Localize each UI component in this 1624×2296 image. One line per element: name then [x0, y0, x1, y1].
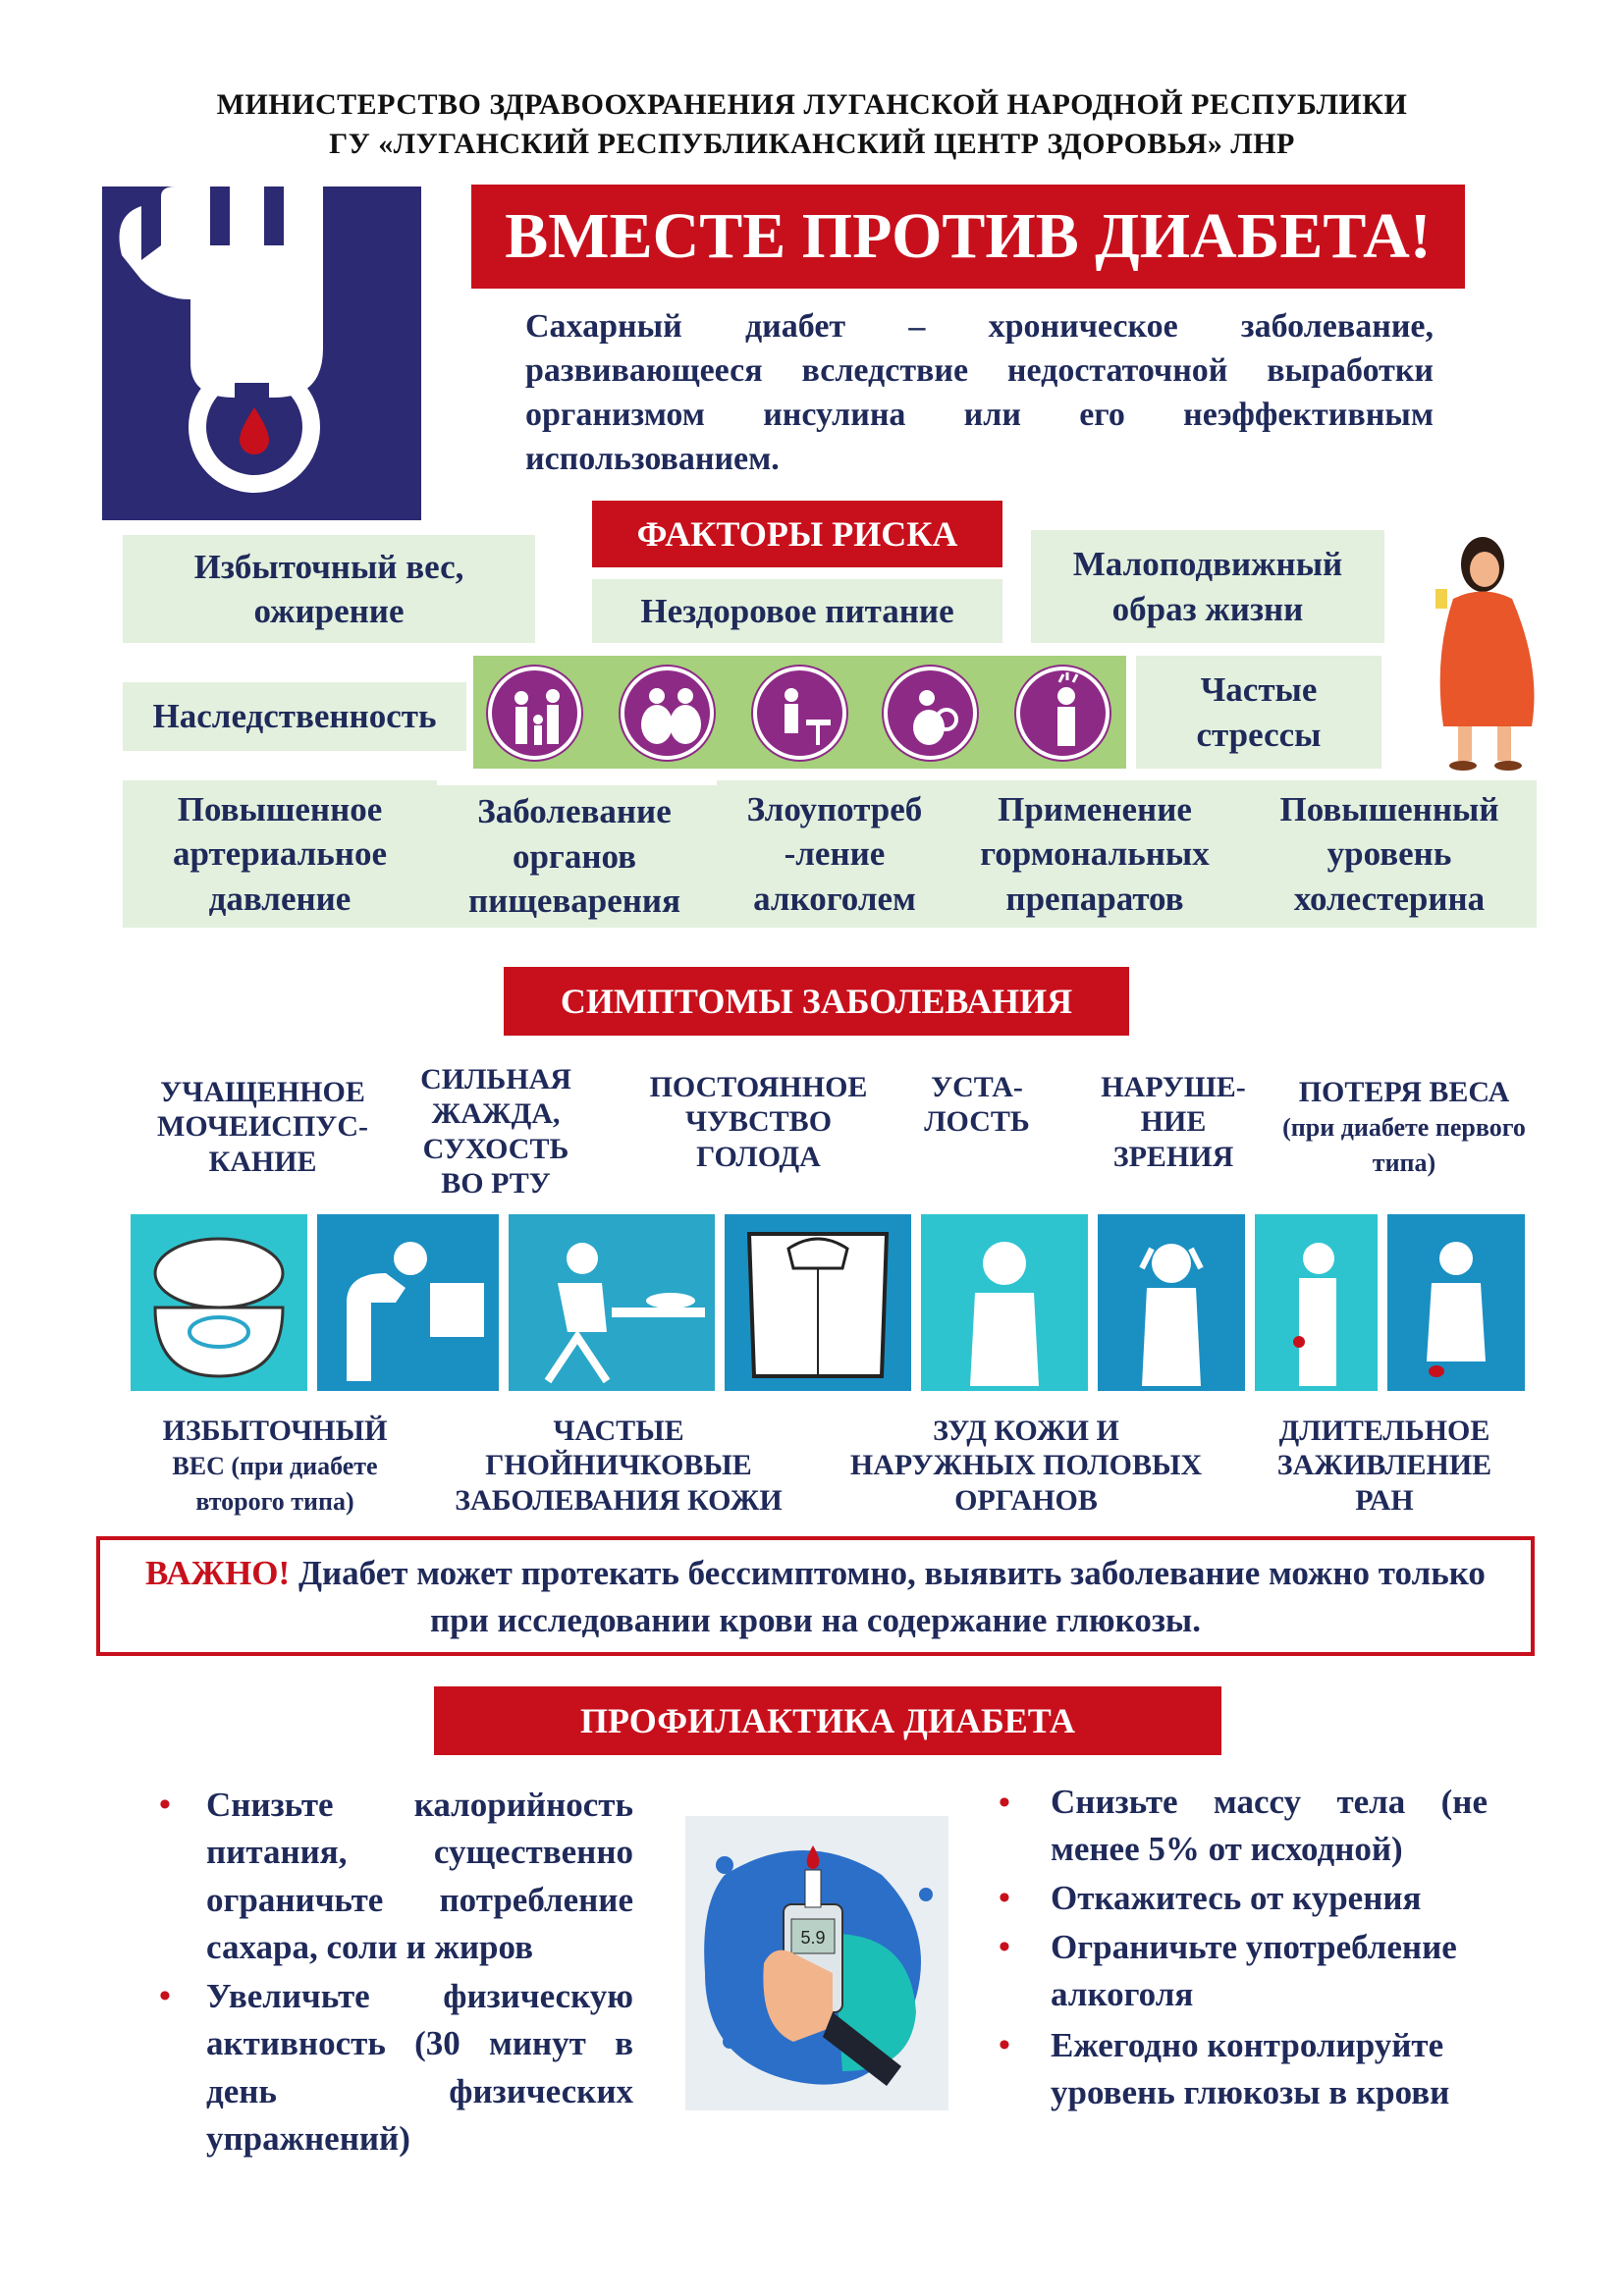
- symptom-urination: УЧАЩЕННОЕ МОЧЕИСПУС-КАНИЕ: [157, 1076, 368, 1178]
- symptom-fatigue: УСТА-ЛОСТЬ: [924, 1071, 1030, 1139]
- risk-alcohol: Злоупотреб -ление алкоголем: [717, 780, 952, 928]
- symptom-weight-loss-note: (при диабете первого типа): [1282, 1113, 1526, 1177]
- alcohol-icon: [884, 667, 977, 760]
- vision-icon: [1098, 1214, 1245, 1391]
- risk-hormones: Применение гормональных препаратов: [947, 780, 1242, 928]
- bullet-icon: •: [159, 1787, 171, 1823]
- risk-digestion: Заболевание органов пищеварения: [432, 785, 717, 928]
- intro-text: Сахарный диабет – хроническое заболевание, развивающееся вследствие недостаточной выработки организмом инсулина или его неэффективным использованием.: [525, 308, 1434, 477]
- important-label: ВАЖНО!: [145, 1554, 291, 1592]
- symptom-overweight: [137, 1414, 412, 1518]
- prevention-right-4: Ежегодно контролируйте уровень глюкозы в крови: [1051, 2026, 1450, 2112]
- prevention-heading: ПРОФИЛАКТИКА ДИАБЕТА: [434, 1686, 1221, 1755]
- symptom-skin: ЧАСТЫЕ ГНОЙНИЧКОВЫЕ ЗАБОЛЕВАНИЯ КОЖИ: [455, 1415, 783, 1517]
- prevention-left-2: Увеличьте физическую активность (30 минут в день физических упражнений): [206, 1977, 633, 2158]
- stress-icon: [1016, 667, 1110, 760]
- symptom-weight-loss: [1276, 1075, 1532, 1179]
- risk-heredity: Наследственность: [123, 682, 466, 751]
- finger-drop-icon: [102, 187, 421, 520]
- diabetes-logo: [102, 187, 421, 520]
- family-icon: [488, 667, 581, 760]
- symptom-healing: ДЛИТЕЛЬНОЕ ЗАЖИВЛЕНИЕ РАН: [1276, 1415, 1492, 1517]
- eating-icon: [753, 667, 846, 760]
- symptom-itch: ЗУД КОЖИ И НАРУЖНЫХ ПОЛОВЫХ ОРГАНОВ: [849, 1415, 1203, 1517]
- symptoms-heading: СИМПТОМЫ ЗАБОЛЕВАНИЯ: [504, 967, 1129, 1036]
- overweight-woman-illustration: [1414, 530, 1551, 775]
- symptom-vision: НАРУШЕ-НИЕ ЗРЕНИЯ: [1101, 1071, 1246, 1173]
- drinking-icon: [317, 1214, 499, 1391]
- ministry-line: МИНИСТЕРСТВО ЗДРАВООХРАНЕНИЯ ЛУГАНСКОЙ НАРОДНОЙ РЕСПУБЛИКИ: [216, 88, 1408, 121]
- risk-diet: Нездоровое питание: [592, 579, 1002, 643]
- prevention-right-1: Снизьте массу тела (не менее 5% от исходной): [1051, 1783, 1488, 1869]
- risk-stress: Частые стрессы: [1136, 656, 1381, 769]
- symptom-overweight-label: ИЗБЫТОЧНЫЙ: [162, 1415, 388, 1447]
- skin-itch-icon: [1255, 1214, 1378, 1391]
- risk-sedentary: Малоподвижный образ жизни: [1031, 530, 1384, 643]
- important-box: [96, 1536, 1535, 1656]
- glucometer-illustration: [685, 1816, 948, 2110]
- wound-icon: [1387, 1214, 1525, 1391]
- center-line: ГУ «ЛУГАНСКИЙ РЕСПУБЛИКАНСКИЙ ЦЕНТР ЗДОРОВЬЯ» ЛНР: [329, 128, 1295, 160]
- bullet-icon: •: [999, 1929, 1010, 1965]
- prevention-right-3: Ограничьте употребление алкоголя: [1051, 1928, 1457, 2014]
- eating-person-icon: [509, 1214, 715, 1391]
- scale-icon: [725, 1214, 911, 1391]
- bullet-icon: •: [159, 1978, 171, 2014]
- risk-pressure: Повышенное артериальное давление: [123, 780, 437, 928]
- bullet-icon: •: [999, 1785, 1010, 1821]
- bullet-icon: •: [999, 2027, 1010, 2063]
- risk-cholesterol: Повышенный уровень холестерина: [1242, 780, 1537, 928]
- risk-overweight: Избыточный вес, ожирение: [123, 535, 535, 643]
- symptom-weight-loss-label: ПОТЕРЯ ВЕСА: [1298, 1076, 1510, 1108]
- main-title: ВМЕСТЕ ПРОТИВ ДИАБЕТА!: [471, 185, 1465, 289]
- symptom-thirst: СИЛЬНАЯ ЖАЖДА, СУХОСТЬ ВО РТУ: [420, 1063, 571, 1201]
- risk-heading: ФАКТОРЫ РИСКА: [592, 501, 1002, 567]
- tired-person-icon: [921, 1214, 1088, 1391]
- symptom-hunger: ПОСТОЯННОЕ ЧУВСТВО ГОЛОДА: [649, 1071, 868, 1173]
- bullet-icon: •: [999, 1880, 1010, 1916]
- meter-reading: 5.9: [800, 1928, 826, 1948]
- important-text: Диабет может протекать бессимптомно, выявить заболевание можно только при исследовании крови на содержание глюкозы.: [298, 1554, 1486, 1639]
- prevention-right-2: Откажитесь от курения: [1051, 1879, 1422, 1917]
- symptom-overweight-note: ВЕС (при диабете второго типа): [172, 1452, 378, 1516]
- toilet-icon: [131, 1214, 307, 1391]
- prevention-left-1: Снизьте калорийность питания, существенно ограничьте потребление сахара, соли и жиров: [206, 1786, 633, 1966]
- obese-couple-icon: [621, 667, 714, 760]
